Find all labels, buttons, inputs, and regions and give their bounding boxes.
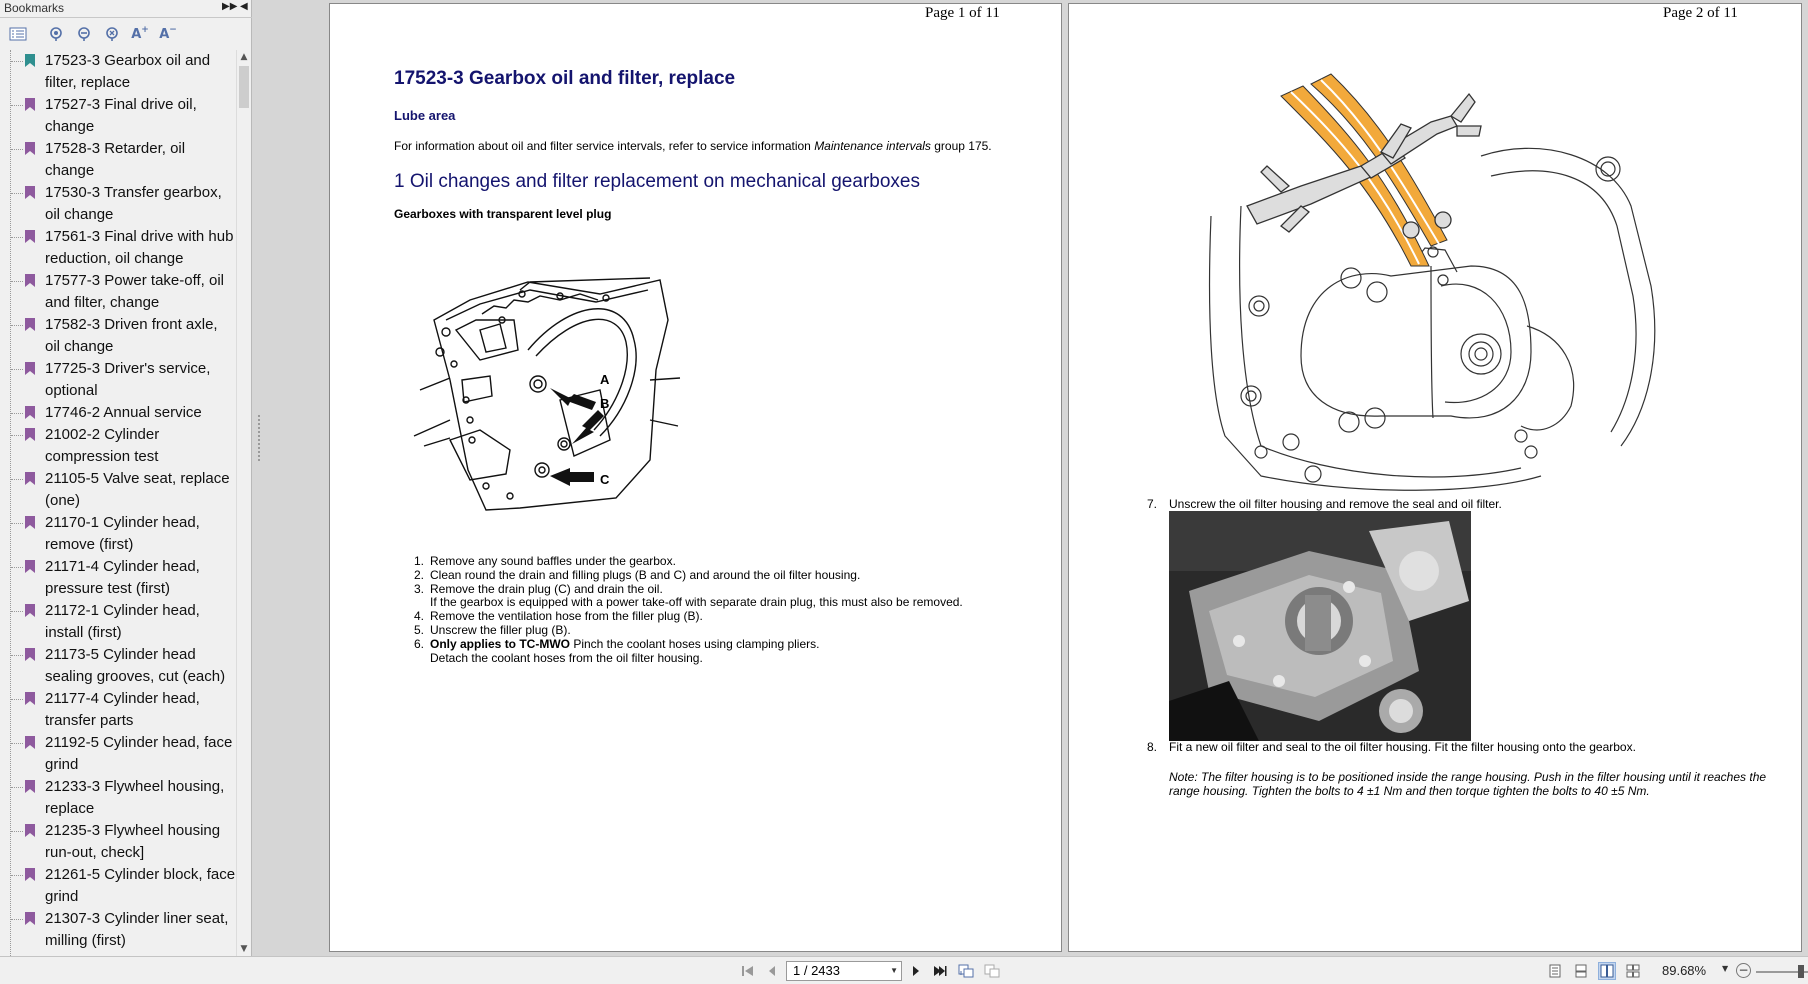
previous-view-icon[interactable] — [958, 963, 974, 979]
scroll-up-icon[interactable]: ▲ — [240, 52, 248, 62]
bookmark-item[interactable] — [11, 424, 236, 468]
decrease-font-icon[interactable]: A − — [159, 25, 177, 42]
next-view-icon[interactable] — [984, 963, 1000, 979]
bookmark-item[interactable] — [11, 468, 236, 512]
step-7: 7. Unscrew the oil filter housing and remove the seal and oil filter. — [1147, 497, 1502, 511]
bookmark-label: 17530-3 Transfer gearbox, oil change — [45, 184, 222, 223]
step-item: 1. Remove any sound baffles under the gearbox. — [413, 554, 676, 568]
bookmark-icon — [25, 274, 35, 287]
bookmark-item[interactable] — [11, 270, 236, 314]
page-number-input[interactable]: 1 / 2433 ▼ — [786, 961, 902, 981]
status-toolbar — [0, 956, 1808, 984]
bookmark-icon — [25, 428, 35, 441]
document-page-2 — [1068, 3, 1802, 952]
bookmark-item[interactable] — [11, 358, 236, 402]
step-item: 5. Unscrew the filler plug (B). — [413, 622, 571, 637]
bookmark-icon — [25, 406, 35, 419]
photo-image — [1169, 511, 1471, 741]
bookmark-icon — [25, 362, 35, 375]
bookmark-label: 21002-2 Cylinder compression test — [45, 426, 160, 465]
bookmark-icon — [25, 604, 35, 617]
bookmark-item[interactable] — [11, 820, 236, 864]
bookmark-item[interactable] — [11, 688, 236, 732]
step-8: 8. Fit a new oil filter and seal to the oil filter housing. Fit the filter housing onto the gearbox. — [1147, 740, 1636, 754]
subsection-heading: Gearboxes with transparent level plug — [394, 207, 612, 221]
zoom-slider-thumb[interactable] — [1798, 965, 1804, 978]
document-title: 17523-3 Gearbox oil and filter, replace — [394, 68, 736, 89]
splitter-grip[interactable] — [258, 415, 260, 461]
zoom-level[interactable]: 89.68% — [1662, 963, 1707, 978]
bookmark-item[interactable] — [11, 50, 236, 94]
step-item: 3. Remove the drain plug (C) and drain the oil. — [413, 581, 663, 596]
bookmark-label: 21177-4 Cylinder head, transfer parts — [45, 690, 200, 729]
single-page-view-icon[interactable] — [1546, 962, 1564, 980]
bookmark-icon — [25, 648, 35, 661]
bookmark-icon — [25, 560, 35, 573]
bookmark-label: 17527-3 Final drive oil, change — [45, 96, 197, 135]
find-bookmark-icon[interactable] — [98, 22, 126, 46]
bookmark-icon — [25, 912, 35, 925]
bookmark-item[interactable] — [11, 402, 236, 424]
continuous-view-icon[interactable] — [1572, 962, 1590, 980]
bookmark-label: 21171-4 Cylinder head, pressure test (first) — [45, 558, 200, 597]
bookmark-item[interactable] — [11, 138, 236, 182]
hose-clamp-diagram — [1181, 66, 1681, 494]
bookmark-label: 17582-3 Driven front axle, oil change — [45, 316, 218, 355]
facing-view-icon[interactable] — [1598, 962, 1616, 980]
bookmark-item[interactable] — [11, 644, 236, 688]
bookmark-item[interactable] — [11, 314, 236, 358]
oil-filter-photo — [1169, 511, 1471, 741]
first-page-icon[interactable] — [740, 963, 756, 979]
bookmark-icon — [25, 54, 35, 67]
bookmark-tree — [10, 50, 236, 956]
bookmark-label: 17528-3 Retarder, oil change — [45, 140, 186, 179]
step-item: If the gearbox is equipped with a power take-off with separate drain plug, this must also be removed. — [430, 595, 963, 610]
bookmark-icon — [25, 824, 35, 837]
section-heading: 1 Oil changes and filter replacement on mechanical gearboxes — [394, 171, 920, 192]
bookmark-icon — [25, 516, 35, 529]
bookmark-item[interactable] — [11, 908, 236, 952]
scrollbar-thumb[interactable] — [239, 66, 249, 108]
bookmark-icon — [25, 230, 35, 243]
bookmarks-toolbar — [0, 18, 252, 50]
bookmark-item[interactable] — [11, 556, 236, 600]
bookmark-item[interactable] — [11, 732, 236, 776]
bookmark-label: 21261-5 Cylinder block, face grind — [45, 866, 236, 905]
bookmark-item[interactable] — [11, 94, 236, 138]
procedure-steps — [410, 555, 963, 665]
zoom-dropdown-icon[interactable]: ▼ — [1722, 964, 1729, 973]
callout-b: B — [600, 396, 610, 411]
bookmark-label: 21170-1 Cylinder head, remove (first) — [45, 514, 200, 553]
bookmark-item[interactable] — [11, 864, 236, 908]
bookmark-item[interactable] — [11, 182, 236, 226]
scroll-down-icon[interactable]: ▼ — [240, 944, 248, 954]
bookmark-label: 17577-3 Power take-off, oil and filter, change — [45, 272, 224, 311]
section-subtitle: Lube area — [394, 108, 456, 123]
bookmarks-title: Bookmarks — [4, 1, 65, 15]
bookmark-item[interactable] — [11, 512, 236, 556]
page-number-label: Page 2 of 11 — [1663, 5, 1738, 21]
bookmark-label: 21172-1 Cylinder head, install (first) — [45, 602, 200, 641]
bookmark-icon — [25, 186, 35, 199]
gearbox-diagram — [410, 260, 682, 516]
document-page-1 — [329, 3, 1062, 952]
callout-c: C — [600, 472, 610, 487]
expand-panel-icon[interactable]: ▶▶ — [222, 1, 238, 12]
bookmark-icon — [25, 472, 35, 485]
intro-paragraph: For information about oil and filter service intervals, refer to service information Maintenance intervals group 175. — [394, 139, 992, 153]
last-page-icon[interactable] — [932, 963, 948, 979]
bookmark-icon — [25, 692, 35, 705]
panel-splitter[interactable] — [252, 0, 260, 956]
bookmark-label: 17561-3 Final drive with hub reduction, oil change — [45, 228, 234, 267]
bookmark-label: 17746-2 Annual service — [45, 404, 202, 421]
callout-a: A — [600, 372, 610, 387]
bookmark-label: 21192-5 Cylinder head, face grind — [45, 734, 233, 773]
bookmark-icon — [25, 780, 35, 793]
bookmark-label: 17725-3 Driver's service, optional — [45, 360, 211, 399]
bookmarks-panel — [0, 0, 252, 956]
bookmark-icon — [25, 868, 35, 881]
bookmark-item[interactable] — [11, 226, 236, 270]
bookmark-item[interactable] — [11, 776, 236, 820]
zoom-out-button[interactable]: − — [1736, 963, 1751, 978]
bookmark-icon — [25, 318, 35, 331]
note-text: Note: The filter housing is to be positioned inside the range housing. Push in the filter housing until it reaches the range housing. Tighten the bolts to 4 ±1 Nm and then torque tighten the bolts to 40 ±5 Nm. — [1169, 770, 1767, 798]
bookmark-label: 21105-5 Valve seat, replace (one) — [45, 470, 230, 509]
bookmark-label: 21173-5 Cylinder head sealing grooves, cut (each) — [45, 646, 226, 685]
bookmark-label: 21235-3 Flywheel housing run-out, check] — [45, 822, 221, 861]
increase-font-icon[interactable]: A + — [131, 25, 149, 42]
step-item: 4. Remove the ventilation hose from the filler plug (B). — [413, 609, 703, 624]
step-item: 6. Only applies to TC-MWO Pinch the coolant hoses using clamping pliers. — [413, 636, 820, 651]
bookmark-icon — [25, 736, 35, 749]
page-dropdown-icon[interactable]: ▼ — [890, 966, 898, 975]
previous-page-icon[interactable] — [764, 963, 780, 979]
continuous-facing-view-icon[interactable] — [1624, 962, 1642, 980]
bookmark-icon — [25, 142, 35, 155]
collapse-panel-icon[interactable]: ◀ — [240, 1, 248, 12]
expand-bookmark-icon[interactable] — [42, 22, 70, 46]
collapse-bookmark-icon[interactable] — [70, 22, 98, 46]
bookmark-icon — [25, 98, 35, 111]
next-page-icon[interactable] — [908, 963, 924, 979]
bookmark-label: 21307-3 Cylinder liner seat, milling (first) — [45, 910, 229, 949]
bookmarks-header — [0, 0, 252, 18]
step-item: 2. Clean round the drain and filling plugs (B and C) and around the oil filter housing. — [413, 567, 861, 582]
bookmark-item[interactable] — [11, 600, 236, 644]
bookmarks-scrollbar[interactable] — [236, 50, 250, 956]
bookmark-label: 21233-3 Flywheel housing, replace — [45, 778, 225, 817]
bookmark-label: 17523-3 Gearbox oil and filter, replace — [45, 52, 211, 91]
step-item: Detach the coolant hoses from the oil filter housing. — [430, 650, 703, 665]
page-number-label: Page 1 of 11 — [925, 5, 1000, 21]
bookmark-options-button[interactable] — [4, 22, 32, 46]
